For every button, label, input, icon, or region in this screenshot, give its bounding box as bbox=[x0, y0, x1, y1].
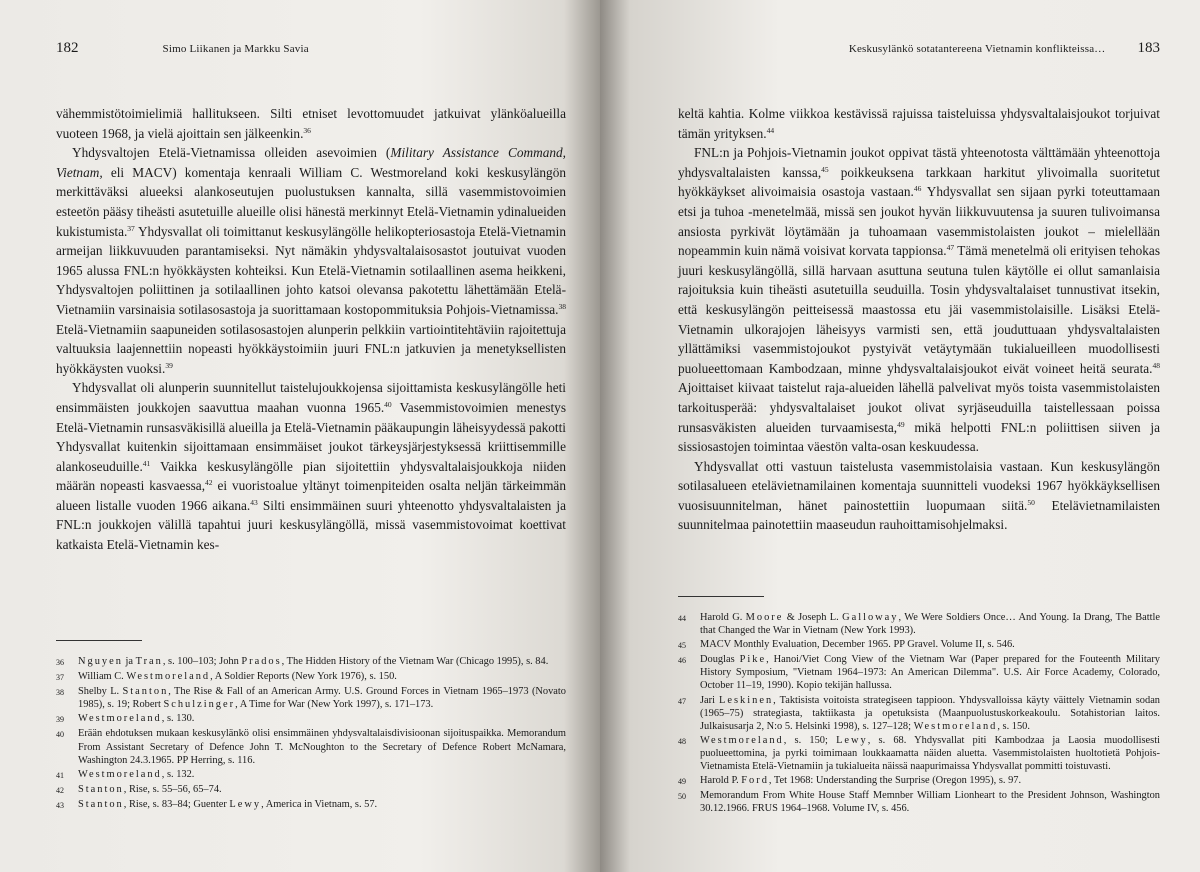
text-run: , Hanoi/Viet Cong View of the Vietnam War (Paper prepared for the Fouteenth Military History Symposium, "Vietnam 1964–1973: An American Dilemma". U.S. Air Force Academy, Colorado, October 11–19, 1990). Kopio tekijän hallussa. bbox=[700, 654, 1160, 692]
text-run: Harold G. bbox=[700, 612, 746, 623]
paragraph bbox=[56, 143, 566, 378]
text-run: , The Rise & Fall of an American Army. U.S. Ground Forces in Vietnam 1965–1973 (Novato 1985), s. 19; Robert bbox=[78, 686, 566, 711]
text-run: eli MACV) komentaja kenraali William C. Westmoreland koki keskusylängön merkittäväksi alueeksi alankoseutujen puolustuksen kannalta, sillä vasemmistovoimien esteetön pääsy tiheästi asutetuille alueille olisi hänestä merkinnyt Etelä-Vietnamin ydinalueiden kukistumista. bbox=[56, 164, 566, 239]
text-run: Memorandum From White House Staff Memnber William Lionheart to the President Johnson, Washington 30.12.1966. FRUS 1964–1968. Volume IV, s. 456. bbox=[700, 790, 1160, 815]
text-run: , A Soldier Reports (New York 1976), s. 150. bbox=[210, 671, 397, 683]
footnote-number: 50 bbox=[678, 792, 686, 802]
footnote bbox=[678, 638, 1160, 652]
spaced-name: Prados bbox=[241, 656, 282, 667]
footnote bbox=[56, 798, 566, 812]
footnote-ref: 39 bbox=[165, 360, 173, 370]
footnote-text bbox=[78, 670, 566, 684]
text-run: vähemmistötoimielimiä hallitukseen. Silti etniset levottomuudet jatkuivat ylänköalueilla vuoteen 1968, ja vielä ajoittain sen jälkeenkin. bbox=[56, 106, 566, 141]
footnote-ref: 42 bbox=[205, 478, 213, 488]
text-run: , America in Vietnam, s. 57. bbox=[261, 798, 378, 810]
footnote-text bbox=[78, 798, 566, 812]
footnote-number: 38 bbox=[56, 688, 64, 698]
footnote bbox=[678, 734, 1160, 773]
left-running-head bbox=[56, 40, 566, 70]
text-run: Ajoittaiset kiivaat taistelut raja-alueiden lähellä palvelivat myös toista vasemmistolaisten tarkoitusperää: yhdysvaltalaiset joukot olivat syrjäseuduilla taistellessaan poissa runsasväkisten alueiden turvaamisesta, bbox=[678, 380, 1160, 435]
footnote bbox=[678, 653, 1160, 692]
text-run: MACV Monthly Evaluation, December 1965. PP Gravel. Volume II, s. 546. bbox=[700, 639, 1015, 651]
footnote-ref: 36 bbox=[303, 125, 311, 135]
text-run: , The Hidden History of the Vietnam War (Chicago 1995), s. 84. bbox=[281, 656, 549, 667]
text-run: , A Time for War (New York 1997), s. 171–173. bbox=[235, 699, 434, 711]
text-run: Vaikka keskusylängölle pian sijoitettiin yhdysvaltalaisjoukkoja niiden määrän nopeasti kasvaessa, bbox=[56, 458, 566, 494]
text-run: Shelby L. bbox=[78, 686, 123, 698]
footnote bbox=[678, 789, 1160, 815]
spaced-name: Stanton bbox=[78, 783, 124, 795]
footnote-text bbox=[78, 768, 566, 782]
text-run: Vasemmistovoimien menestys Etelä-Vietnamin runsasväkisillä alueilla ja Etelä-Vietnamin pääkaupungin läheisyydessä pakotti Yhdysvallat kuitenkin sijoittamaan ensimmäiset joukot tärkeysjärjestyksessä kriittisemmille alankoseuduille. bbox=[56, 399, 566, 474]
text-run: mikä helpotti FNL:n poliittisen siiven ja sissiosastojen toimintaa väestön valta-osan keskuudessa. bbox=[678, 419, 1160, 455]
paragraph bbox=[678, 143, 1160, 457]
footnote-text bbox=[78, 712, 566, 726]
footnote-rule bbox=[56, 640, 142, 641]
left-body-text bbox=[56, 104, 566, 555]
spaced-name: Moore bbox=[745, 612, 784, 623]
right-running-head bbox=[678, 40, 1160, 70]
left-footnote-list bbox=[56, 655, 566, 812]
spaced-name: Stanton bbox=[122, 686, 169, 698]
footnote-number: 45 bbox=[678, 641, 686, 651]
footnote bbox=[56, 655, 566, 669]
text-run: Yhdysvallat oli alunperin suunnitellut taistelujoukkojensa sijoittamista keskusylängölle heti ensimmäisten joukkojen saavuttua maahan vuonna 1965. bbox=[56, 380, 566, 415]
spaced-name: Westmoreland bbox=[78, 768, 162, 780]
spaced-name: Lewy bbox=[836, 734, 868, 746]
footnote-number: 37 bbox=[56, 673, 64, 683]
paragraph bbox=[678, 457, 1160, 535]
text-run: Yhdysvallat sen sijaan pyrki toteuttamaan etsi ja tuhoa -menetelmää, missä sen joukot hyvän liikkuvuutensa ja suuren tulivoimansa ansiosta pyrkivät löytämään ja tuhoamaan vasemmistolaisten joukot – mielellään nopeammin kuin nämä voisivat korvata tappionsa. bbox=[678, 184, 1160, 259]
footnote-ref: 47 bbox=[946, 243, 955, 253]
footnote bbox=[56, 768, 566, 782]
footnote-number: 49 bbox=[678, 777, 686, 787]
footnote-text bbox=[700, 611, 1160, 637]
right-page-number: 183 bbox=[1137, 40, 1160, 56]
text-run: Erään ehdotuksen mukaan keskusylänkö olisi ensimmäinen yhdysvaltalaisdivisioonan sijoituspaikka. Memorandum From Assistant Secretary of Defence John T. McNoughton to the Secretary of Defence Robert McNamara, Washington 24.3.1965. PP Herring, s. 116. bbox=[78, 728, 566, 766]
footnote-text bbox=[78, 783, 566, 797]
left-page-number: 182 bbox=[56, 40, 79, 56]
left-footnotes bbox=[56, 640, 566, 813]
right-footnotes bbox=[678, 596, 1160, 816]
text-run: , Taktisista voitoista strategiseen tappioon. Yhdysvalloissa käyty väittely Vietnamin sodan (1965–75) strategiasta, taktiikasta ja opetuksista (Maanpuolustuskorkeakoulu. Sotahistorian laitos. Julkaisusarja 2, N:o 5. Helsinki 1998), s. 127–128; bbox=[700, 694, 1160, 732]
footnote-ref: 49 bbox=[897, 419, 905, 429]
spaced-name: Westmoreland bbox=[913, 720, 998, 732]
footnote-number: 41 bbox=[56, 770, 64, 780]
spaced-name: Westmoreland bbox=[700, 734, 784, 746]
text-run: Etelävietnamilaisten suunnitelmaa painotettiin maaseudun rauhoittamisohjelmaksi. bbox=[678, 497, 1161, 533]
text-run: ei vuoristoalue yltänyt toimenpiteiden osalta neljän tärkeimmän alueen listalle vuoden 1966 aikana. bbox=[56, 478, 566, 513]
footnote-rule bbox=[678, 596, 764, 597]
footnote-text bbox=[700, 734, 1160, 773]
left-running-title: Simo Liikanen ja Markku Savia bbox=[162, 43, 309, 55]
text-run: keltä kahtia. Kolme viikkoa kestävissä rajuissa taisteluissa yhdysvaltalaisjoukot torjuivat tämän yrityksen. bbox=[678, 106, 1160, 141]
footnote-ref: 48 bbox=[1152, 360, 1160, 370]
text-run: Silti ensimmäinen suuri yhteenotto yhdysvaltalaisten ja FNL:n joukkojen välillä tapahtui juuri keskusylängöllä, missä vasemmistovoimat koettivat katkaista Etelä-Vietnamin kes- bbox=[56, 497, 567, 553]
text-run: , s. 68. Yhdysvallat piti Kambodzaa ja Laosia muodollisesti puolueettomina, ja pyrki toimimaan loukkaamatta näiden aluetta. Vasemmistolaisten huoltotietä Pohjois-Vietnamista Etelä-Vietnamiin ja tukialueita näissä naapurimaissa Yhdysvallat pommitti toistuvasti. bbox=[700, 734, 1160, 773]
text-run: , s. 130. bbox=[161, 713, 195, 725]
footnote-text bbox=[700, 694, 1160, 733]
text-run: , s. 150; bbox=[783, 734, 837, 746]
spaced-name: Lewy bbox=[229, 798, 262, 810]
text-run: Douglas bbox=[700, 654, 740, 666]
footnote-ref: 41 bbox=[142, 458, 151, 468]
text-run: , Rise, s. 83–84; Guenter bbox=[123, 798, 230, 810]
italic-run: Military Assistance Command, Vietnam, bbox=[56, 145, 566, 180]
text-run: , We Were Soldiers Once… And Young. Ia Drang, The Battle that Changed the War in Vietnam (New York 1993). bbox=[700, 612, 1161, 637]
text-run: Yhdysvallat otti vastuun taistelusta vasemmistolaisia vastaan. Kun keskusylängön sotilasalueen etelävietnamilainen komentaja suunnitteli vuodeksi 1967 hyökkäyksellisen vuosisuunnitelman, hänet painostettiin luopumaan siitä. bbox=[678, 458, 1160, 513]
spaced-name: Tran bbox=[135, 656, 163, 667]
footnote-text bbox=[700, 653, 1160, 692]
text-run: Jari bbox=[700, 694, 720, 706]
footnote-ref: 37 bbox=[127, 223, 135, 233]
right-footnote-list bbox=[678, 611, 1160, 815]
text-run: Harold P. bbox=[700, 775, 742, 787]
footnote bbox=[678, 774, 1160, 788]
footnote-number: 36 bbox=[56, 658, 64, 667]
footnote bbox=[56, 712, 566, 726]
spaced-name: Stanton bbox=[78, 798, 124, 810]
footnote-ref: 46 bbox=[913, 184, 922, 194]
footnote bbox=[56, 727, 566, 766]
footnote-number: 47 bbox=[678, 696, 686, 706]
footnote-number: 46 bbox=[678, 656, 686, 666]
footnote-text bbox=[78, 685, 566, 711]
text-run: Yhdysvallat oli toimittanut keskusylängölle helikopteriosastoja Etelä-Vietnamin armeijan liikkuvuuden parantamiseksi. Nyt nämäkin yhdysvaltalaisosastot joutuivat vuoden 1965 alussa FNL:n hyökkäysten kohteiksi. Kun Etelä-Vietnamin sotilaallinen asema heikkeni, Yhdysvaltojen poliittinen ja sotilaallinen johto katsoi olevansa pakotettu lähettämään Etelä-Vietnamiin varsinaisia sotilasosastoja ja suorittamaan kostopommituksia Pohjois-Vietnamissa. bbox=[56, 223, 566, 317]
spaced-name: Westmoreland bbox=[78, 713, 162, 725]
text-run: , s. 150. bbox=[997, 720, 1030, 732]
right-running-title: Keskusylänkö sotatantereena Vietnamin konflikteissa… bbox=[848, 43, 1106, 55]
text-run: & Joseph L. bbox=[783, 612, 843, 623]
footnote bbox=[56, 783, 566, 797]
footnote-ref: 43 bbox=[250, 497, 258, 507]
text-run: , Tet 1968: Understanding the Surprise (Oregon 1995), s. 97. bbox=[768, 775, 1022, 787]
spaced-name: Schulzinger bbox=[163, 699, 236, 711]
footnote bbox=[56, 670, 566, 684]
footnote-number: 44 bbox=[678, 614, 686, 623]
footnote-ref: 50 bbox=[1027, 497, 1035, 507]
text-run: Yhdysvaltojen Etelä-Vietnamissa olleiden asevoimien ( bbox=[72, 145, 391, 161]
spaced-name: Westmoreland bbox=[126, 671, 211, 683]
text-run: , s. 100–103; John bbox=[162, 656, 242, 667]
text-run: , s. 132. bbox=[161, 768, 195, 780]
text-run: Etelä-Vietnamiin saapuneiden sotilasosastojen alunperin pelkkiin vartiointitehtäviin rajoitettuja valtuuksia laajennettiin nopeasti hyökkäystoimiin juuri FNL:n jatkuvien ja menetyksellisten hyökkäysten vuoksi. bbox=[56, 321, 566, 376]
footnote-number: 43 bbox=[56, 800, 64, 810]
spaced-name: Nguyen bbox=[78, 656, 123, 667]
footnote bbox=[678, 611, 1160, 637]
footnote-text bbox=[700, 638, 1160, 652]
footnote-ref: 38 bbox=[558, 301, 566, 311]
right-body-text bbox=[678, 104, 1160, 535]
footnote-number: 39 bbox=[56, 715, 64, 725]
paragraph bbox=[56, 104, 566, 143]
footnote-number: 42 bbox=[56, 785, 64, 795]
footnote-ref: 44 bbox=[766, 125, 775, 135]
text-run: ja bbox=[122, 656, 136, 667]
spaced-name: Galloway bbox=[842, 612, 899, 623]
footnote-ref: 45 bbox=[821, 164, 829, 174]
text-run: FNL:n ja Pohjois-Vietnamin joukot oppivat tästä yhteenotosta välttämään yhteenottoja yhdysvaltalaisten kanssa, bbox=[678, 145, 1160, 180]
paragraph bbox=[678, 104, 1160, 143]
spaced-name: Ford bbox=[741, 775, 769, 787]
paragraph bbox=[56, 378, 566, 554]
footnote-text bbox=[78, 727, 566, 766]
right-page bbox=[600, 0, 1200, 872]
footnote-text bbox=[78, 655, 566, 669]
spaced-name: Leskinen bbox=[719, 694, 774, 706]
text-run: poikkeuksena tarkkaan harkitut ylivoimalla suoritetut hyökkäykset alivoimaisia osastoja vastaan. bbox=[678, 164, 1160, 200]
footnote-number: 40 bbox=[56, 730, 64, 740]
footnote-text bbox=[700, 789, 1160, 815]
footnote-text bbox=[700, 774, 1160, 788]
footnote-number: 48 bbox=[678, 736, 686, 746]
footnote bbox=[678, 694, 1160, 733]
footnote bbox=[56, 685, 566, 711]
text-run: Tämä menetelmä oli erityisen tehokas juuri keskusylängöllä, sillä harvaan asuttuna seutuna tulen käytölle ei ollut samanlaisia rajoituksia kuin tiheästi asutetuilla seuduilla. Tosin yhdysvaltalaiset tunnustivat itsekin, että keskusylängön peitteisessä maastossa etu jäi vasemmistolaisille. Lisäksi Etelä-Vietnamin ulkorajojen läheisyys varmisti sen, että jouduttuaan yhdysvaltalaisten yllättämiksi vasemmistojoukot pystyivät vetäytymään tukialueilleen muodollisesti puolueettomaan Kambodzaan, minne yhdysvaltalaisjoukot eivät voineet heitä seurata. bbox=[678, 243, 1161, 376]
footnote-ref: 40 bbox=[384, 399, 392, 409]
spaced-name: Pike bbox=[739, 654, 767, 666]
text-run: William C. bbox=[78, 671, 127, 683]
text-run: , Rise, s. 55–56, 65–74. bbox=[123, 783, 222, 795]
